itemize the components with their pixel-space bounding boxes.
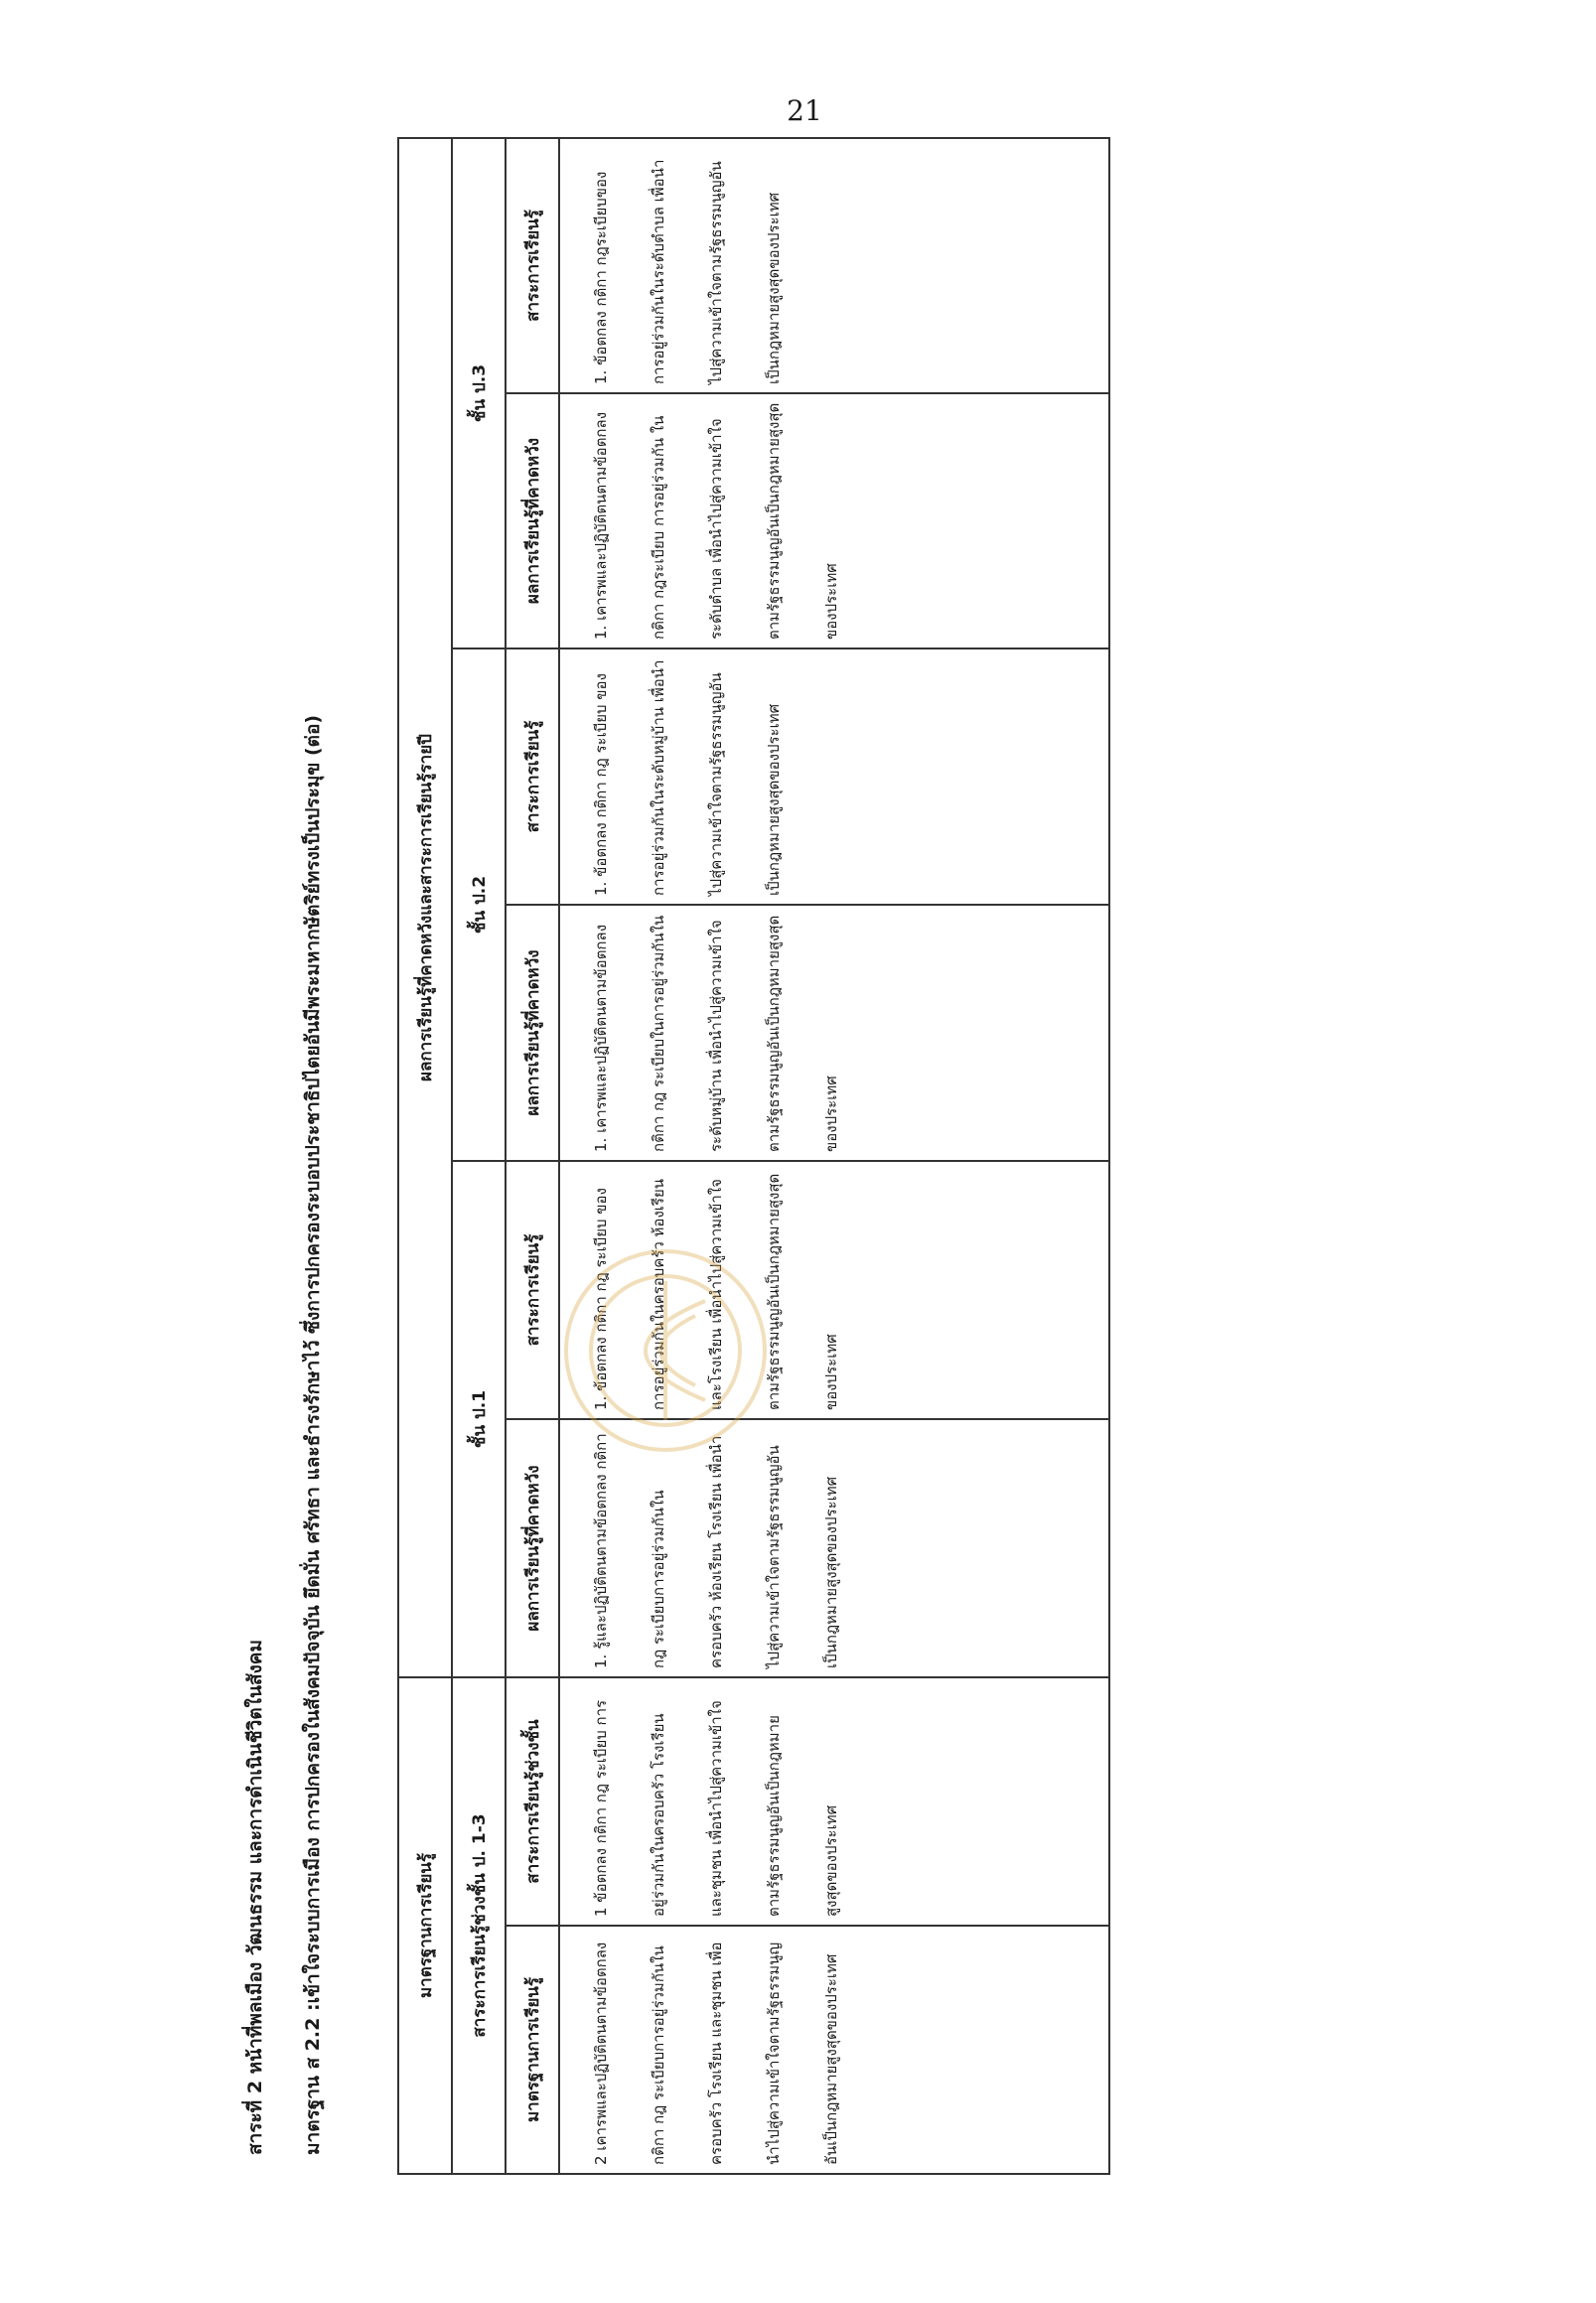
- cell-p1-outcome: 1. รู้และปฏิบัติตนตามข้อตกลง กติกา กฎ ระเบียบการอยู่ร่วมกันในครอบครัว ห้องเรียน โรงเรียน เพื่อนำไปสู่ความเข้าใจตามรัฐธรรมนูญอันเป็นกฎหมายสูงสุดของประเทศ: [559, 1419, 1109, 1677]
- col-header-p3-content: สาระการเรียนรู้: [506, 138, 559, 393]
- strand-heading: สาระที่ 2 หน้าที่พลเมือง วัฒนธรรม และการดำเนินชีวิตในสังคม: [244, 1639, 266, 2155]
- cell-p3-outcome: 1. เคารพและปฏิบัติตนตามข้อตกลง กติกา กฎระเบียบ การอยู่ร่วมกัน ในระดับตำบล เพื่อนำไปสู่ความเข้าใจตามรัฐธรรมนูญอันเป็นกฎหมายสูงสุดของประเทศ: [559, 393, 1109, 648]
- col-header-standard: มาตรฐานการเรียนรู้: [506, 1926, 559, 2174]
- group-header-learning-standard: มาตรฐานการเรียนรู้: [398, 1677, 452, 2174]
- curriculum-table: [397, 137, 1110, 2175]
- col-header-p1-outcome: ผลการเรียนรู้ที่คาดหวัง: [506, 1419, 559, 1677]
- cell-standard: 2 เคารพและปฏิบัติตนตามข้อตกลง กติกา กฎ ระเบียบการอยู่ร่วมกันในครอบครัว โรงเรียน และชุมชน เพื่อนำไปสู่ความเข้าใจตามรัฐธรรมนูญ อันเป็นกฎหมายสูงสุดของประเทศ: [559, 1926, 1109, 2174]
- table-row: [559, 138, 1109, 2174]
- rotated-content: [238, 139, 1092, 2175]
- grade-header-p1: ชั้น ป.1: [452, 1161, 506, 1677]
- grade-header-p2: ชั้น ป.2: [452, 648, 506, 1161]
- col-header-p2-outcome: ผลการเรียนรู้ที่คาดหวัง: [506, 905, 559, 1161]
- cell-p1-content: 1. ข้อตกลง กติกา กฎ ระเบียบ ของการอยู่ร่วมกันในครอบครัว ห้องเรียน และโรงเรียน เพื่อนำไปสู่ความเข้าใจตามรัฐธรรมนูญอันเป็นกฎหมายสูงสุดของประเทศ: [559, 1161, 1109, 1419]
- column-header-row: [506, 138, 559, 2174]
- cell-p2-outcome: 1. เคารพและปฏิบัติตนตามข้อตกลง กติกา กฎ ระเบียบในการอยู่ร่วมกันในระดับหมู่บ้าน เพื่อนำไปสู่ความเข้าใจตามรัฐธรรมนูญอันเป็นกฎหมายสูงสุดของประเทศ: [559, 905, 1109, 1161]
- group-header-outcomes: ผลการเรียนรู้ที่คาดหวังและสาระการเรียนรู้รายปี: [398, 138, 452, 1677]
- page-number: 21: [787, 94, 822, 127]
- cell-p2-content: 1. ข้อตกลง กติกา กฎ ระเบียบ ของการอยู่ร่วมกันในระดับหมู่บ้าน เพื่อนำไปสู่ความเข้าใจตามรัฐธรรมนูญอันเป็นกฎหมายสูงสุดของประเทศ: [559, 648, 1109, 905]
- col-header-p2-content: สาระการเรียนรู้: [506, 648, 559, 905]
- cell-range-content: 1 ข้อตกลง กติกา กฎ ระเบียบ การอยู่ร่วมกันในครอบครัว โรงเรียน และชุมชน เพื่อนำไปสู่ความเข้าใจตามรัฐธรรมนูญอันเป็นกฎหมายสูงสุดของประเทศ: [559, 1677, 1109, 1926]
- grade-header-range: สาระการเรียนรู้ช่วงชั้น ป. 1-3: [452, 1677, 506, 2174]
- col-header-p1-content: สาระการเรียนรู้: [506, 1161, 559, 1419]
- grade-header-row: [452, 138, 506, 2174]
- group-header-row: [398, 138, 452, 2174]
- curriculum-table-wrap: [397, 139, 1092, 2175]
- col-header-range-content: สาระการเรียนรู้ช่วงชั้น: [506, 1677, 559, 1926]
- grade-header-p3: ชั้น ป.3: [452, 138, 506, 648]
- cell-p3-content: 1. ข้อตกลง กติกา กฎระเบียบของการอยู่ร่วมกันในระดับตำบล เพื่อนำไปสู่ความเข้าใจตามรัฐธรรมนูญอันเป็นกฎหมายสูงสุดของประเทศ: [559, 138, 1109, 393]
- standard-heading: มาตรฐาน ส 2.2 :เข้าใจระบบการเมือง การปกครองในสังคมปัจจุบัน ยึดมั่น ศรัทธา และธำรงรักษาไว้ ซึ่งการปกครองระบอบประชาธิปไตยอันมีพระมหากษัตริย์ทรงเป็นประมุข (ต่อ): [302, 714, 324, 2155]
- col-header-p3-outcome: ผลการเรียนรู้ที่คาดหวัง: [506, 393, 559, 648]
